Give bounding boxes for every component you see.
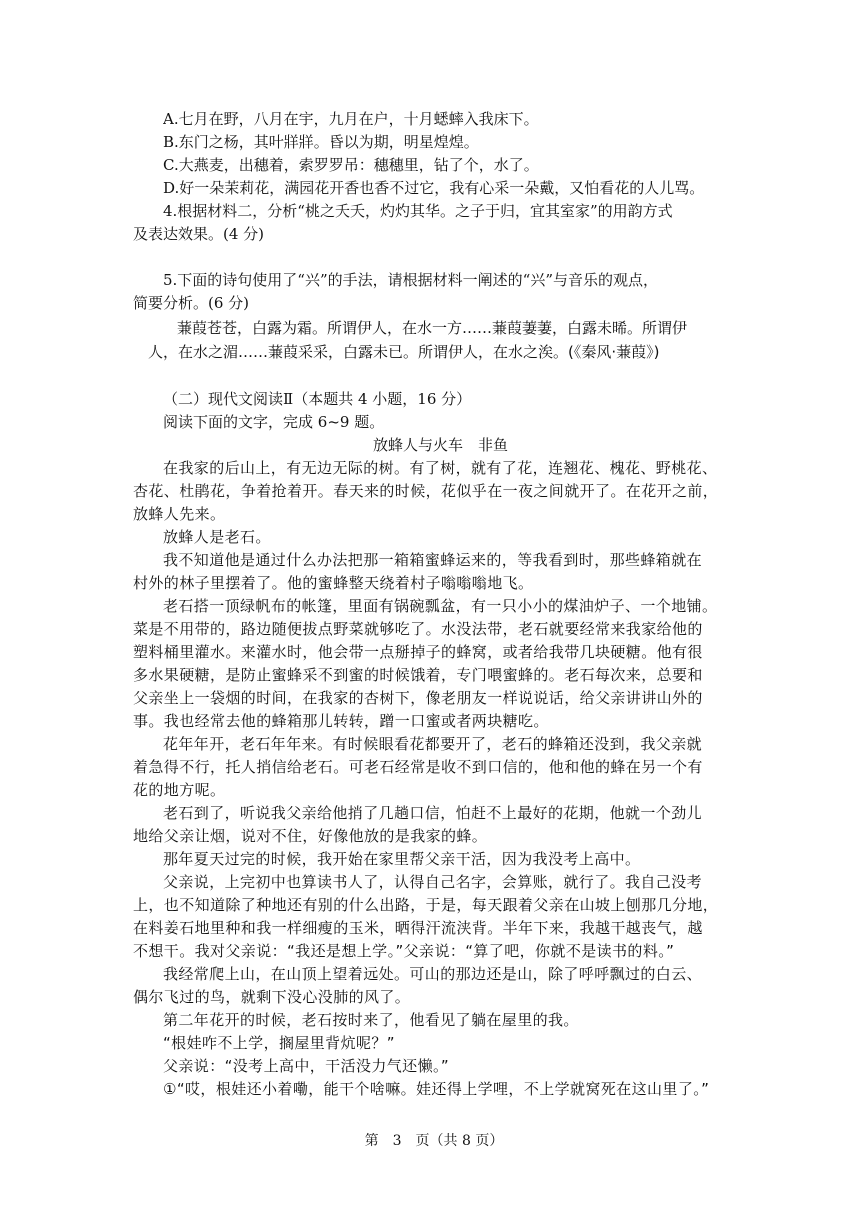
section-heading: （二）现代文阅读Ⅱ（本题共 4 小题，16 分） [163,390,472,408]
passage-line: 第二年花开的时候，老石按时来了，他看见了躺在屋里的我。 [163,1011,579,1029]
passage-title: 放蜂人与火车 非鱼 [372,436,508,454]
passage-line: “根娃咋不上学，搁屋里背炕呢？” [163,1034,395,1052]
section-instruction: 阅读下面的文字，完成 6~9 题。 [163,413,385,431]
passage-line: 放蜂人是老石。 [163,528,271,546]
question-4-line-2: 及表达效果。(4 分) [133,225,265,243]
passage-line: 杏花、杜鹃花，争着抢着开。春天来的时候，花似乎在一夜之间就开了。在花开之前， [133,482,718,500]
passage-line: 偶尔飞过的鸟，就剩下没心没肺的风了。 [133,988,411,1006]
passage-line: 老石搭一顶绿帆布的帐篷，里面有锅碗瓢盆，有一只小小的煤油炉子、一个地铺。 [163,597,718,615]
passage-line: 村外的林子里摆着了。他的蜜蜂整天绕着村子嗡嗡嗡地飞。 [133,574,534,592]
passage-line: 在我家的后山上，有无边无际的树。有了树，就有了花，连翘花、槐花、野桃花、 [163,459,718,477]
passage-line: 花年年开，老石年年来。有时候眼看花都要开了，老石的蜂箱还没到，我父亲就 [163,735,703,753]
passage-line: 父亲说，上完初中也算读书人了，认得自己名字，会算账，就行了。我自己没考 [163,873,703,891]
passage-line: 那年夏天过完的时候，我开始在家里帮父亲干活，因为我没考上高中。 [163,850,641,868]
passage-line: 父亲坐上一袋烟的时间，在我家的杏树下，像老朋友一样说说话，给父亲讲讲山外的 [133,689,703,707]
passage-line: 菜是不用带的，路边随便拔点野菜就够吃了。水没法带，老石就要经常来我家给他的 [133,620,703,638]
passage-line: 事。我也经常去他的蜂箱那儿转转，蹭一口蜜或者两块糖吃。 [133,712,549,730]
passage-line: 放蜂人先来。 [133,505,226,523]
passage-line: 在料姜石地里种和我一样细瘦的玉米，晒得汗流浃背。半年下来，我越干越丧气，越 [133,919,703,937]
option-d: D.好一朵茉莉花，满园花开香也香不过它，我有心采一朵戴，又怕看花的人儿骂。 [163,179,705,197]
page-footer: 第 3 页（共 8 页） [364,1133,504,1149]
poem-line-1: 蒹葭苍苍，白露为霜。所谓伊人，在水一方……蒹葭萋萋，白露未晞。所谓伊 [177,319,688,337]
passage-line: 多水果硬糖，是防止蜜蜂采不到蜜的时候饿着，专门喂蜜蜂的。老石每次来，总要和 [133,666,703,684]
passage-line: 我经常爬上山，在山顶上望着远处。可山的那边还是山，除了呼呼飘过的白云、 [163,965,703,983]
passage-line: 老石到了，听说我父亲给他捎了几趟口信，怕赶不上最好的花期，他就一个劲儿 [163,804,703,822]
passage-line: 我不知道他是通过什么办法把那一箱箱蜜蜂运来的，等我看到时，那些蜂箱就在 [163,551,703,569]
question-5-line-2: 简要分析。(6 分) [133,294,250,312]
option-c: C.大燕麦，出穗着，索罗罗吊：穗穗里，钻了个，水了。 [163,156,539,174]
poem-line-2: 人，在水之湄……蒹葭采采，白露未已。所谓伊人，在水之涘。(《秦风·蒹葭》) [148,343,660,361]
question-5-line-1: 5.下面的诗句使用了“兴”的手法，请根据材料一阐述的“兴”与音乐的观点， [163,271,658,289]
passage-line: 不想干。我对父亲说：“我还是想上学。”父亲说：“算了吧，你就不是读书的料。” [133,942,675,960]
passage-line: ①“哎，根娃还小着嘞，能干个啥嘛。娃还得上学哩，不上学就窝死在这山里了。” [163,1080,710,1098]
option-b: B.东门之杨，其叶牂牂。昏以为期，明星煌煌。 [163,133,479,151]
passage-line: 上，也不知道除了种地还有别的什么出路，于是，每天跟着父亲在山坡上刨那几分地， [133,896,718,914]
passage-line: 地给父亲让烟，说对不住，好像他放的是我家的蜂。 [133,827,488,845]
question-4-line-1: 4.根据材料二，分析“桃之夭夭，灼灼其华。之子于归，宜其室家”的用韵方式 [163,202,673,220]
passage-line: 着急得不行，托人捎信给老石。可老石经常是收不到口信的，他和他的蜂在另一个有 [133,758,703,776]
option-a: A.七月在野，八月在宇，九月在户，十月蟋蟀入我床下。 [163,110,539,128]
passage-line: 塑料桶里灌水。来灌水时，他会带一点掰掉子的蜂窝，或者给我带几块硬糖。他有很 [133,643,703,661]
passage-line: 父亲说：“没考上高中，干活没力气还懒。” [163,1057,450,1075]
passage-line: 花的地方呢。 [133,781,226,799]
